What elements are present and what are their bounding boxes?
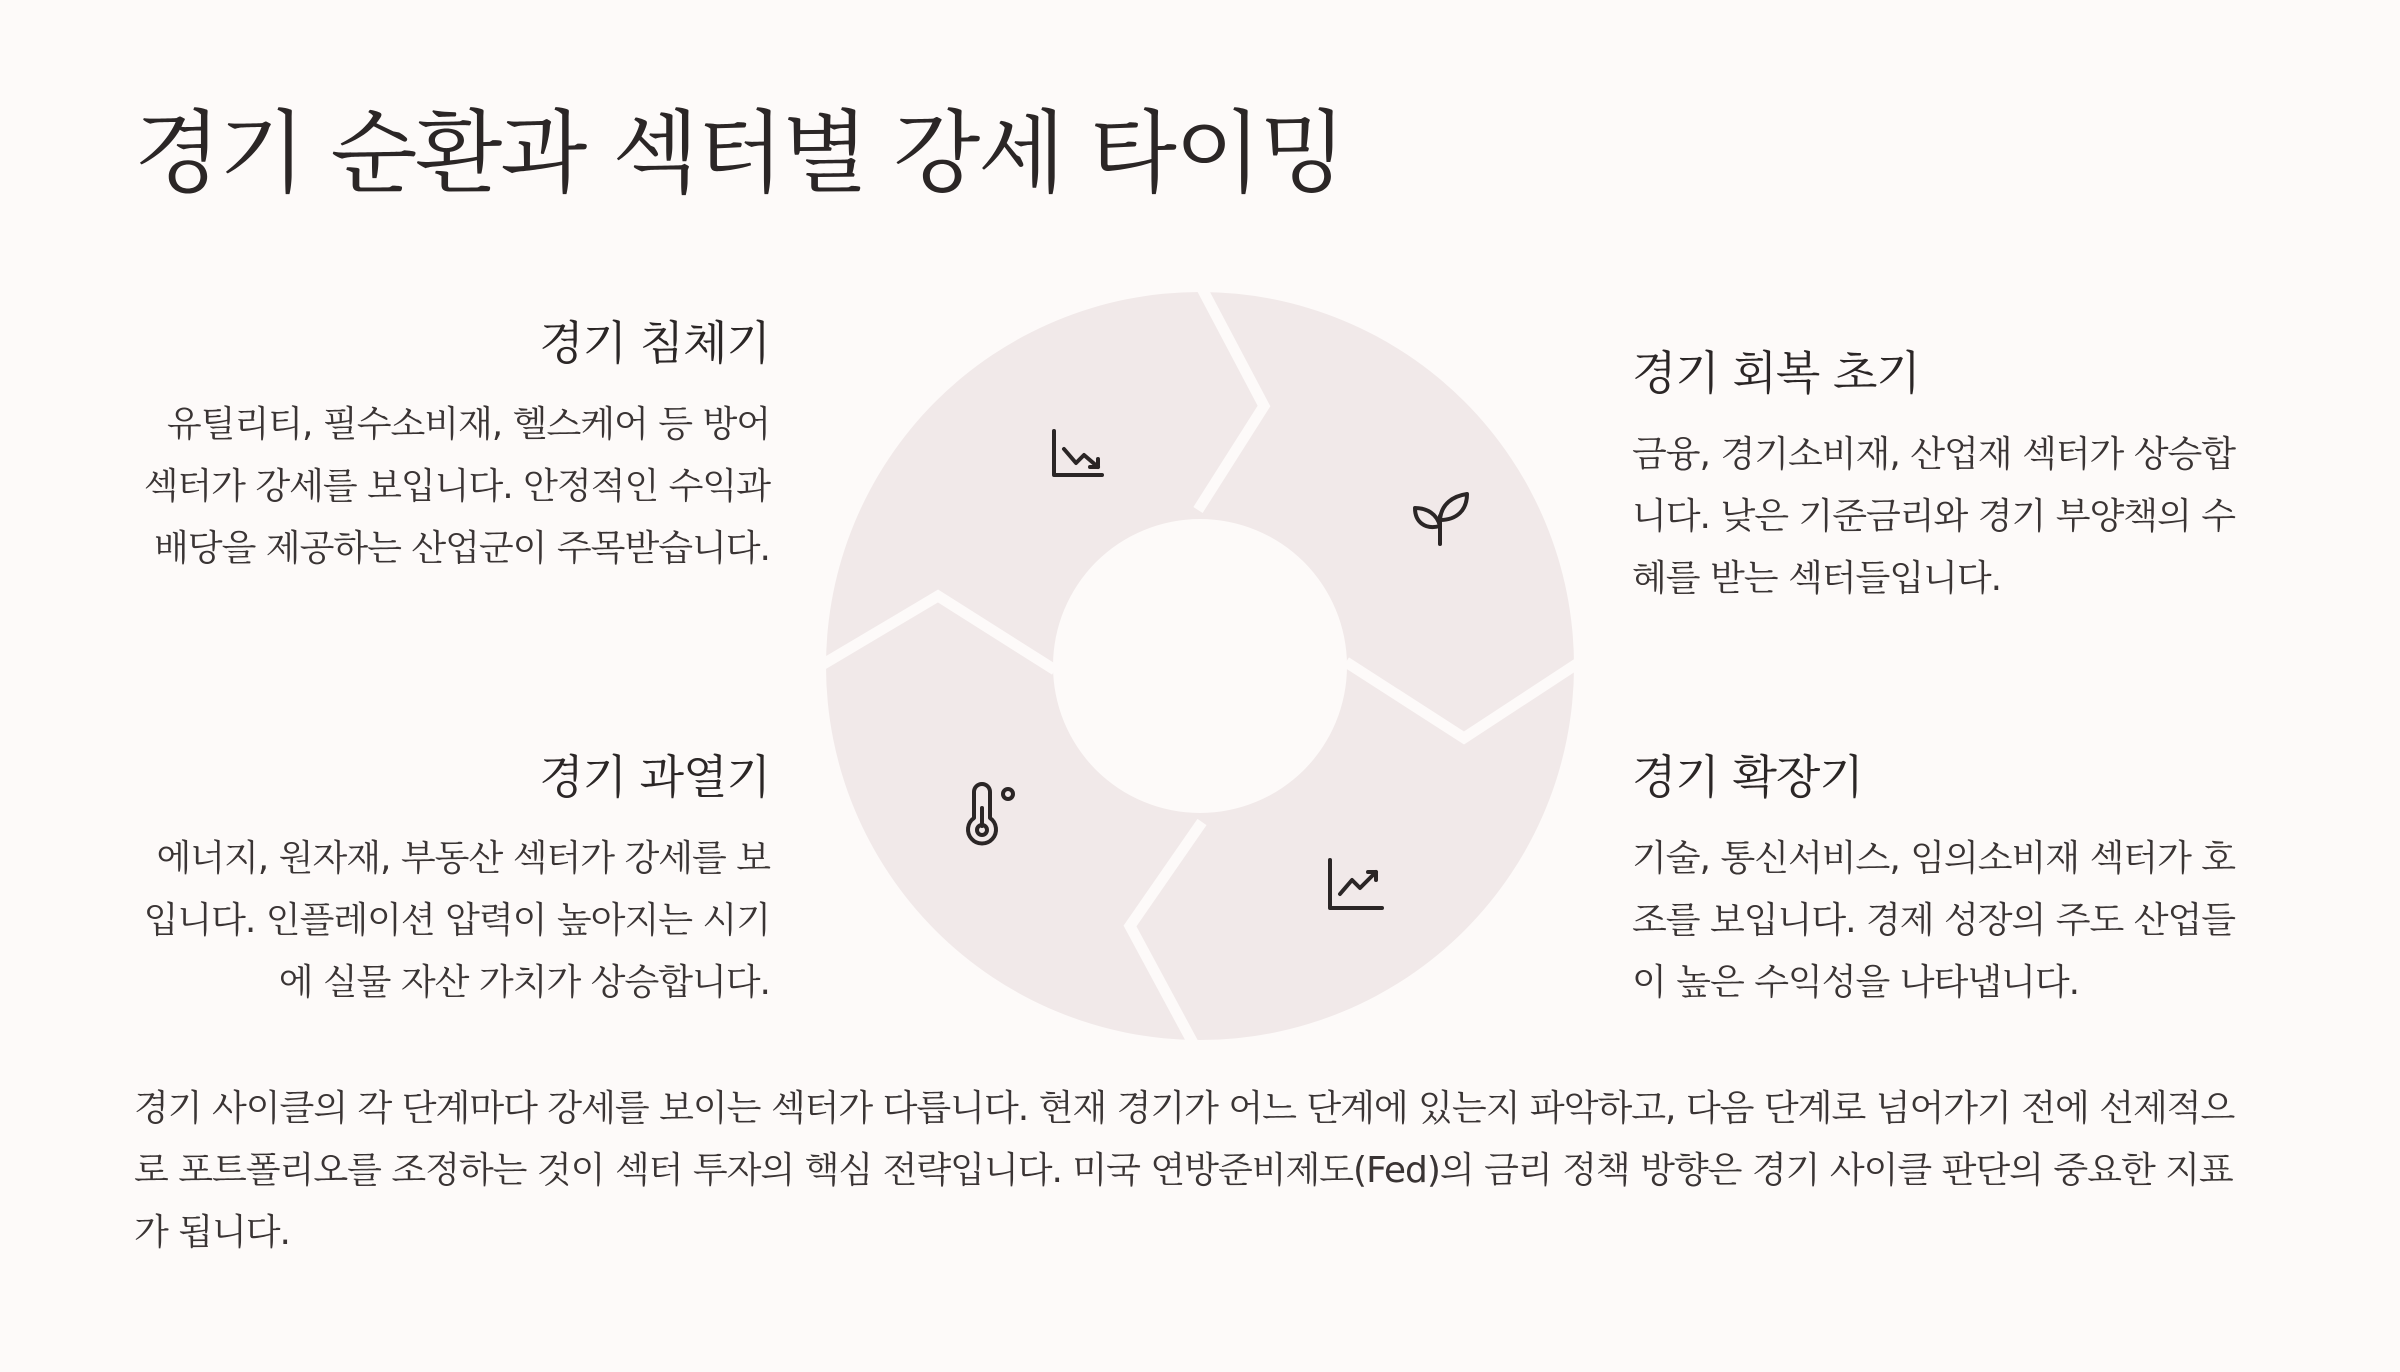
stage-expansion-title: 경기 확장기: [1632, 750, 1863, 804]
stage-overheat-title: 경기 과열기: [539, 750, 770, 804]
page-title: 경기 순환과 섹터별 강세 타이밍: [134, 101, 1345, 206]
stage-recovery-title: 경기 회복 초기: [1632, 346, 1920, 400]
stage-recession-description: 유틸리티, 필수소비재, 헬스케어 등 방어 섹터가 강세를 보입니다. 안정적인 수익과 배당을 제공하는 산업군이 주목받습니다.: [143, 403, 770, 569]
cycle-ring: [826, 292, 1574, 1040]
stage-recession-title: 경기 침체기: [539, 316, 770, 370]
segment-expansion: [1200, 666, 1574, 1040]
stage-overheat: [134, 748, 770, 1014]
segment-recession: [826, 292, 1200, 666]
stage-recession: [134, 314, 770, 580]
segment-overheat: [826, 666, 1200, 1040]
stage-recovery-description: 금융, 경기소비재, 산업재 섹터가 상승합니다. 낮은 기준금리와 경기 부양책의 수혜를 받는 섹터들입니다.: [1632, 433, 2236, 599]
stage-recovery: [1632, 344, 2268, 610]
cycle-diagram: [820, 286, 1580, 1046]
segment-recovery: [1200, 292, 1574, 666]
stage-expansion-description: 기술, 통신서비스, 임의소비재 섹터가 호조를 보입니다. 경제 성장의 주도 산업들이 높은 수익성을 나타냅니다.: [1632, 837, 2236, 1003]
stage-overheat-description: 에너지, 원자재, 부동산 섹터가 강세를 보입니다. 인플레이션 압력이 높아지는 시기에 실물 자산 가치가 상승합니다.: [143, 837, 770, 1003]
stage-expansion: [1632, 748, 2268, 1014]
summary-text: 경기 사이클의 각 단계마다 강세를 보이는 섹터가 다릅니다. 현재 경기가 어느 단계에 있는지 파악하고, 다음 단계로 넘어가기 전에 선제적으로 포트폴리오를 조정하는 것이 섹터 투자의 핵심 전략입니다. 미국 연방준비제도(Fed)의 금리 정책 방향은 경기 사이클 판단의 중요한 지표가 됩니다.: [134, 1088, 2235, 1253]
